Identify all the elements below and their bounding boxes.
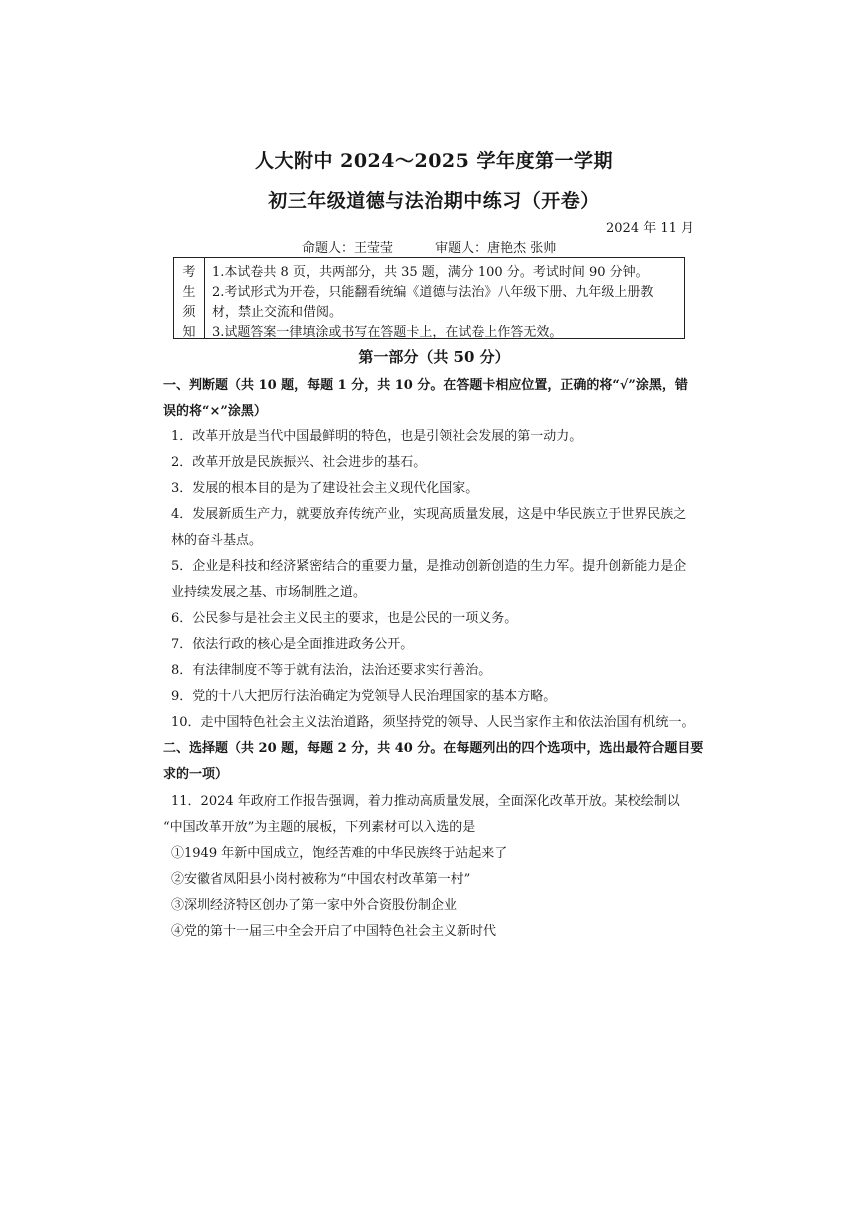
- exam-title-line1: 人大附中 2024～2025 学年度第一学期: [255, 150, 613, 172]
- notice-label-char: 生: [182, 285, 196, 300]
- question-item: 10．走中国特色社会主义法治道路，须坚持党的领导、人民当家作主和依法治国有机统一。: [171, 715, 695, 730]
- question-item: 4．发展新质生产力，就要放弃传统产业，实现高质量发展，这是中华民族立于世界民族之: [171, 507, 687, 522]
- notice-line: 材，禁止交流和借阅。: [212, 305, 343, 320]
- question-item: 3．发展的根本目的是为了建设社会主义现代化国家。: [171, 481, 479, 496]
- section1-heading-cont: 误的将“×”涂黑）: [163, 404, 267, 419]
- exam-title-line2: 初三年级道德与法治期中练习（开卷）: [268, 190, 600, 212]
- section1-heading: 一、判断题（共 10 题，每题 1 分，共 10 分。在答题卡相应位置，正确的将“√”涂黑，错: [163, 378, 688, 393]
- section2-heading: 二、选择题（共 20 题，每题 2 分，共 40 分。在每题列出的四个选项中，选出最符合题目要: [163, 741, 704, 756]
- notice-label-char: 须: [182, 305, 196, 320]
- notice-label-char: 考: [182, 265, 196, 280]
- question-item-cont: 业持续发展之基、市场制胜之道。: [171, 585, 367, 600]
- question-item: 8．有法律制度不等于就有法治，法治还要求实行善治。: [171, 663, 492, 678]
- part1-title: 第一部分（共 50 分）: [358, 348, 510, 366]
- notice-line: 2.考试形式为开卷，只能翻看统编《道德与法治》八年级下册、九年级上册教: [212, 285, 654, 300]
- question-item: 1．改革开放是当代中国最鲜明的特色，也是引领社会发展的第一动力。: [171, 429, 583, 444]
- question-item: 7．依法行政的核心是全面推进政务公开。: [171, 637, 414, 652]
- section2-heading-cont: 求的一项）: [163, 767, 229, 782]
- notice-line: 1.本试卷共 8 页，共两部分，共 35 题，满分 100 分。考试时间 90 分钟。: [212, 265, 649, 280]
- question-item: 9．党的十八大把厉行法治确定为党领导人民治理国家的基本方略。: [171, 689, 557, 704]
- option-item: ④党的第十一届三中全会开启了中国特色社会主义新时代: [171, 924, 497, 939]
- question-11-cont: “中国改革开放”为主题的展板，下列素材可以入选的是: [163, 820, 476, 835]
- option-item: ①1949 年新中国成立，饱经苦难的中华民族终于站起来了: [171, 846, 508, 861]
- option-item: ②安徽省凤阳县小岗村被称为“中国农村改革第一村”: [171, 872, 471, 887]
- question-item-cont: 林的奋斗基点。: [171, 533, 263, 548]
- question-item: 5．企业是科技和经济紧密结合的重要力量，是推动创新创造的生力军。提升创新能力是企: [171, 559, 687, 574]
- authors: [302, 237, 594, 256]
- question-item: 2．改革开放是民族振兴、社会进步的基石。: [171, 455, 427, 470]
- notice-label: [174, 258, 205, 338]
- question-item: 6．公民参与是社会主义民主的要求，也是公民的一项义务。: [171, 611, 518, 626]
- candidate-notice-box: [173, 257, 685, 339]
- option-item: ③深圳经济特区创办了第一家中外合资股份制企业: [171, 898, 458, 913]
- question-11: 11．2024 年政府工作报告强调，着力推动高质量发展，全面深化改革开放。某校绘制以: [171, 794, 680, 809]
- notice-line: 3.试题答案一律填涂或书写在答题卡上，在试卷上作答无效。: [212, 325, 563, 340]
- reviewer: 审题人：唐艳杰 张帅: [435, 241, 557, 256]
- exam-date: 2024 年 11 月: [606, 221, 695, 236]
- setter: 命题人：王莹莹: [302, 241, 394, 256]
- notice-label-char: 知: [182, 325, 196, 340]
